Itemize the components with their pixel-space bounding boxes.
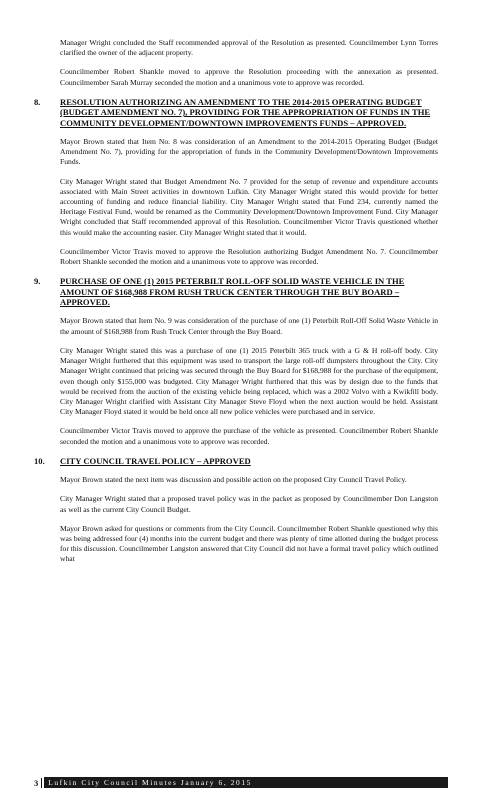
minutes-body bbox=[34, 38, 438, 574]
agenda-item-8 bbox=[34, 96, 438, 267]
item-paragraph: City Manager Wright stated that a proposed travel policy was in the packet as proposed by Councilmember Don Langston as well as the current City Council Budget. bbox=[60, 494, 438, 514]
item-paragraph: Mayor Brown stated that Item No. 9 was consideration of the purchase of one (1) Peterbilt Roll-Off Solid Waste Vehicle in the amount of $168,988 from Rush Truck Center through the Buy Board. bbox=[60, 316, 438, 336]
item-paragraph: City Manager Wright stated this was a purchase of one (1) 2015 Peterbilt 365 truck with a G & H roll-off body. City Manager Wright furthered that this equipment was used to transport the large roll-off dumpsters throughout the City. City Manager Wright continued that pricing was secured through the Buy Board for $168,988 for the purchase of the equipment, even though only $155,000 was budgeted. City Manager Wright furthered that this was by design due to the funds that would be received from the auction of the existing vehicle being replaced, which was a 2002 Volvo with a Kwikfill body. City Manager Wright clarified with Assistant City Manager Steve Floyd when the next auction would be held. Assistant City Manager Floyd stated it would be held once all new police vehicles were purchased and in service. bbox=[60, 345, 438, 417]
item-title: RESOLUTION AUTHORIZING AN AMENDMENT TO THE 2014-2015 OPERATING BUDGET (BUDGET AMENDMENT NO. 7), PROVIDING FOR THE APPROPRIATION OF FUNDS IN THE COMMUNITY DEVELOPMENT/DOWNTOWN IMPROVEMENTS FUNDS – APPROVED. bbox=[60, 96, 431, 128]
item-title: PURCHASE OF ONE (1) 2015 PETERBILT ROLL-OFF SOLID WASTE VEHICLE IN THE AMOUNT OF $168,988 FROM RUSH TRUCK CENTER THROUGH THE BUY BOARD – APPROVED. bbox=[60, 276, 405, 308]
item-title: CITY COUNCIL TRAVEL POLICY – APPROVED bbox=[60, 455, 251, 466]
item-number: 10. bbox=[34, 455, 45, 466]
intro-paragraph-2: Councilmember Robert Shankle moved to approve the Resolution proceeding with the annexation as presented. Councilmember Sarah Murray seconded the motion and a unanimous vote to approve was recorded. bbox=[60, 67, 438, 87]
page-footer bbox=[34, 776, 448, 789]
item-paragraph: Mayor Brown asked for questions or comments from the City Council. Councilmember Robert Shankle questioned why this was being addressed four (4) months into the current budget and there was plenty of time allotted during the budget process for this discussion. Councilmember Langston answered that City Council did not have a formal travel policy which outlined what bbox=[60, 523, 438, 564]
item-paragraph: Councilmember Victor Travis moved to approve the Resolution authorizing Budget Amendment No. 7. Councilmember Robert Shankle seconded the motion and a unanimous vote to approve was recorded. bbox=[60, 246, 438, 267]
item-paragraph: City Manager Wright stated that Budget Amendment No. 7 provided for the setup of revenue and expenditure accounts associated with Main Street activities in downtown Lufkin. City Manager Wright stated this would provide for better accounting of funding and reduce financial liability. City Manager Wright stated that Fund 234, currently named the Heritage Festival Fund, would be renamed as the Community Development/Downtown Improvement Fund. City Manager Wright concluded that Staff recommended approval of this Resolution. Councilmember Victor Travis questioned whether this would make the accounting easier. City Manager Wright stated that it would. bbox=[60, 176, 438, 237]
item-paragraph: Mayor Brown stated the next item was discussion and possible action on the proposed City Council Travel Policy. bbox=[60, 475, 407, 485]
agenda-item-9 bbox=[34, 276, 438, 446]
item-paragraph: Councilmember Victor Travis moved to approve the purchase of the vehicle as presented. Councilmember Robert Shankle seconded the motion and a unanimous vote to approve was recorded. bbox=[60, 426, 438, 446]
intro-paragraph-1: Manager Wright concluded the Staff recommended approval of the Resolution as presented. Councilmember Lynn Torres clarified the owner of the adjacent property. bbox=[60, 38, 438, 58]
agenda-item-10 bbox=[34, 455, 438, 565]
item-paragraph: Mayor Brown stated that Item No. 8 was consideration of an Amendment to the 2014-2015 Operating Budget (Budget Amendment No. 7), providing for the appropriation of funds in the Community Development/Downtown Improvements Funds. bbox=[60, 137, 438, 167]
page-number: 3 bbox=[34, 778, 42, 788]
item-number: 9. bbox=[34, 276, 41, 287]
footer-title-bar: Lufkin City Council Minutes January 6, 2015 bbox=[44, 777, 448, 788]
item-number: 8. bbox=[34, 96, 41, 107]
